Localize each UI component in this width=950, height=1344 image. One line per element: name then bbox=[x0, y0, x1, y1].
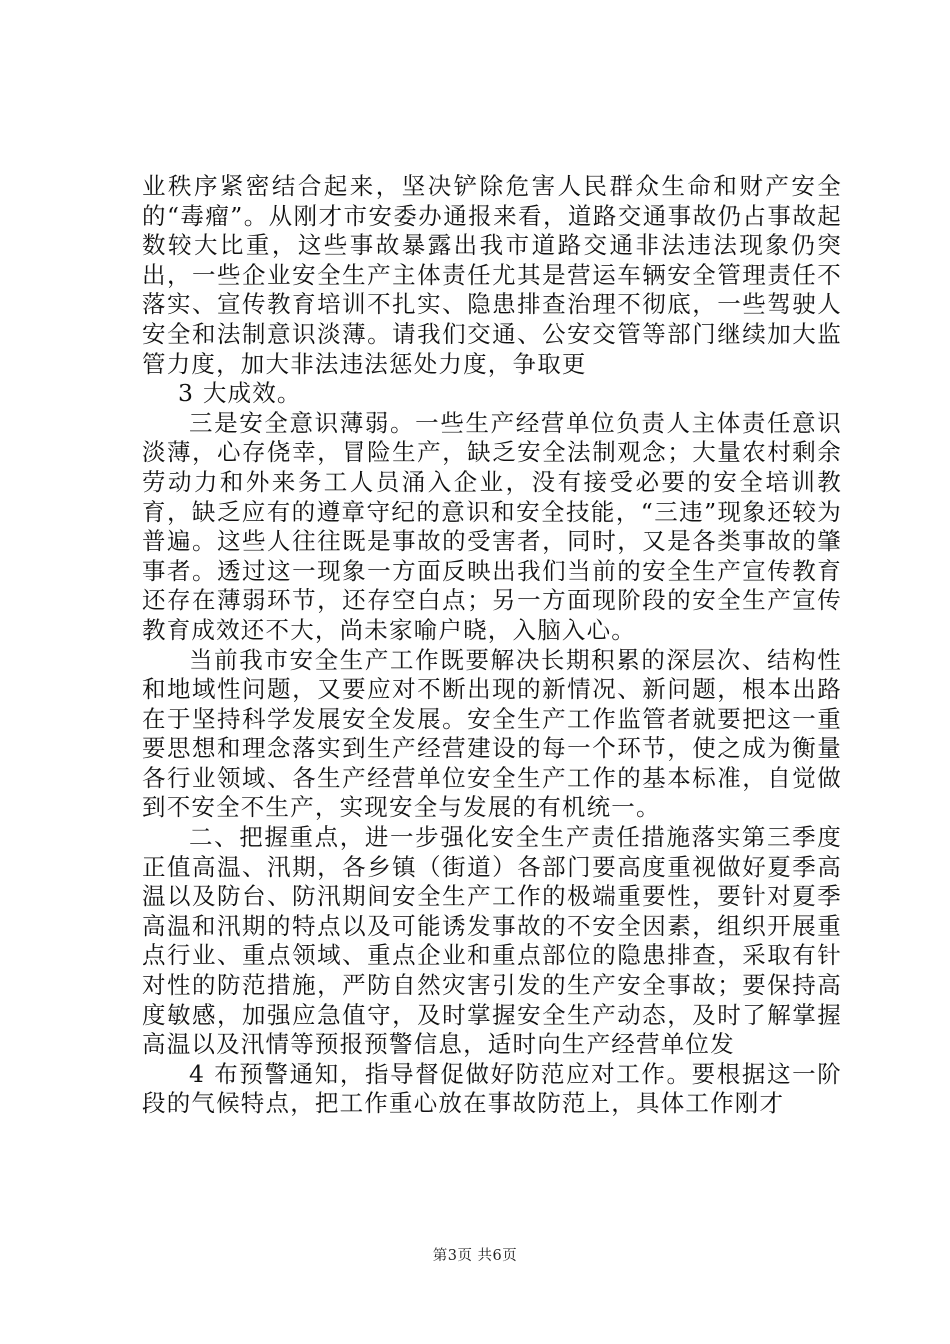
paragraph-3: 三是安全意识薄弱。一些生产经营单位负责人主体责任意识淡薄，心存侥幸，冒险生产，缺乏安全法制观念；大量农村剩余劳动力和外来务工人员涌入企业，没有接受必要的安全培训教育，缺乏应有的遵章守纪的意识和安全技能，“三违”现象还较为普遍。这些人往往既是事故的受害者，同时，又是各类事故的肇事者。透过这一现象一方面反映出我们当前的安全生产宣传教育还存在薄弱环节，还存空白点；另一方面现阶段的安全生产宣传教育成效还不大，尚未家喻户晓，入脑入心。 bbox=[142, 408, 842, 644]
paragraph-2: 3 大成效。 bbox=[178, 379, 302, 408]
body-text bbox=[142, 172, 842, 1119]
paragraph-5: 二、把握重点，进一步强化安全生产责任措施落实第三季度正值高温、汛期，各乡镇（街道）各部门要高度重视做好夏季高温以及防台、防汛期间安全生产工作的极端重要性，要针对夏季高温和汛期的特点以及可能诱发事故的不安全因素，组织开展重点行业、重点领域、重点企业和重点部位的隐患排查，采取有针对性的防范措施，严防自然灾害引发的生产安全事故；要保持高度敏感，加强应急值守，及时掌握安全生产动态，及时了解掌握高温以及汛情等预报预警信息，适时向生产经营单位发 bbox=[142, 823, 842, 1059]
page-number-footer: 第3页 共6页 bbox=[432, 1248, 518, 1264]
paragraph-6: 4 布预警通知，指导督促做好防范应对工作。要根据这一阶段的气候特点，把工作重心放在事故防范上，具体工作刚才 bbox=[142, 1059, 842, 1118]
paragraph-4: 当前我市安全生产工作既要解决长期积累的深层次、结构性和地域性问题，又要应对不断出现的新情况、新问题，根本出路在于坚持科学发展安全发展。安全生产工作监管者就要把这一重要思想和理念落实到生产经营建设的每一个环节，使之成为衡量各行业领域、各生产经营单位安全生产工作的基本标准，自觉做到不安全不生产，实现安全与发展的有机统一。 bbox=[142, 645, 842, 822]
paragraph-1: 业秩序紧密结合起来，坚决铲除危害人民群众生命和财产安全的“毒瘤”。从刚才市安委办通报来看，道路交通事故仍占事故起数较大比重，这些事故暴露出我市道路交通非法违法现象仍突出，一些企业安全生产主体责任尤其是营运车辆安全管理责任不落实、宣传教育培训不扎实、隐患排查治理不彻底，一些驾驶人安全和法制意识淡薄。请我们交通、公安交管等部门继续加大监管力度，加大非法违法惩处力度，争取更 bbox=[142, 172, 842, 378]
